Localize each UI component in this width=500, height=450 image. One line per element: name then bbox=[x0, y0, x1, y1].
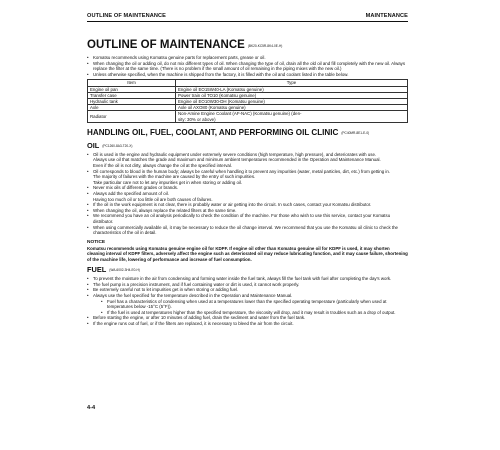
sub-list bbox=[93, 299, 408, 316]
list-item-text: Oil corresponds to blood in the human body; always be careful when handling it to prevent any impurities (water, metal particles, dirt, etc.) from getting in. bbox=[93, 168, 391, 174]
list-item-text: Always use the fuel specified for the temperature described in the Operation and Maintenance Manual. bbox=[93, 293, 293, 299]
section-title-handling: HANDLING OIL, FUEL, COOLANT, AND PERFORMING OIL CLINIC (PC40MR-8E1-E-0) bbox=[87, 127, 370, 137]
table-cell: Power train oil TO10 (Komatsu genuine) bbox=[176, 92, 408, 98]
list-item-text: If the oil in the work equipment is not clear, there is probably water or air getting into the circuit. In such cases, contact your Komatsu distributor. bbox=[93, 202, 372, 208]
list-item: • When changing the oil or adding oil, do not mix different types of oil. When changing the type of oil, drain all the old oil and fill completely with the new oil. Always replace the filter at the same time. (There is no problem if the small amount of oil remaining in the piping mixes with the new oil.) bbox=[87, 61, 408, 72]
list-item bbox=[87, 225, 408, 236]
sub-list-item: • Fuel has a characteristics of condensing when used at a temperatures lower than the specified operating temperature (particularly when used at temperatures below -15°C (5°F)). bbox=[93, 299, 408, 310]
section-code: (PC40MR-8E1-E-0) bbox=[341, 130, 370, 135]
table-header-item: Item bbox=[88, 80, 176, 86]
header-rule bbox=[87, 21, 408, 22]
list-item bbox=[87, 293, 408, 315]
section-code: (BK20-KC5R-8K4-0E-H) bbox=[247, 44, 283, 48]
oil-bullets bbox=[87, 152, 408, 236]
list-item-text: The fuel pump is a precision instrument, and if fuel containing water or dirt is used, it cannot work properly. bbox=[93, 281, 300, 287]
table-header-type: Type bbox=[176, 80, 408, 86]
list-item bbox=[87, 213, 408, 224]
list-item-text: Never mix oils of different grades or brands. bbox=[93, 185, 179, 191]
table-cell: Transfer case bbox=[88, 92, 176, 98]
table-cell: Axle bbox=[88, 105, 176, 111]
list-item: • Komatsu recommends using Komatsu genuine parts for replacement parts, grease or oil. bbox=[87, 55, 408, 61]
table-cell: Axle oil AXO80 (Komatsu genuine) bbox=[176, 105, 408, 111]
list-item-continuation: Take particular care not to let any impurities get in when storing or adding oil. bbox=[93, 179, 243, 185]
subsection-title-fuel: FUEL (WA-6002-3H4-E0-H) bbox=[87, 265, 140, 275]
section-code: (WA-6002-3H4-E0-H) bbox=[109, 268, 140, 273]
list-item-text: When changing the oil, always replace the related filters at the same time. bbox=[93, 207, 237, 213]
list-item-text: Be extremely careful not to let impurities get in when storing or adding fuel. bbox=[93, 287, 239, 293]
list-item-text: We recommend you have an oil analysis periodically to check the condition of the machine. For those who wish to use this service, contact your Komatsu distributor. bbox=[93, 213, 391, 224]
table-cell: Radiator bbox=[88, 111, 176, 122]
list-item-continuation: Always use oil that matches the grade and maximum and minimum ambient temperatures recommended in the Operation and Maintenance Manual. bbox=[93, 157, 381, 163]
table-cell: Engine oil EO15W40-LA (Komatsu genuine) bbox=[176, 86, 408, 92]
list-item-text: Oil is used in the engine and hydraulic equipment under extremely severe conditions (high temperature, high pressure), and deteriorates with use. bbox=[93, 151, 377, 157]
list-item-text: Before starting the engine, or after 10 minutes of adding fuel, drain the sediment and water from the fuel tank. bbox=[93, 315, 306, 321]
list-item bbox=[87, 152, 408, 169]
page-content bbox=[87, 39, 408, 327]
table-cell: Engine oil EO10W30-DH (Komatsu genuine) bbox=[176, 98, 408, 104]
list-item-continuation: Even if the oil is not dirty, always change the oil at the specified interval. bbox=[93, 162, 233, 168]
list-item bbox=[87, 321, 408, 327]
list-item bbox=[87, 169, 408, 186]
table-cell: Non-Amine Engine Coolant (AF-NAC) (Komatsu genuine) (den- sity: 30% or above) bbox=[176, 111, 408, 122]
list-item-continuation: The majority of failures with the machine are caused by the entry of such impurities. bbox=[93, 174, 256, 180]
section-title-outline: OUTLINE OF MAINTENANCE (BK20-KC5R-8K4-0E-H) bbox=[87, 39, 283, 51]
list-item-continuation: Having too much oil or too little oil are both causes of failures. bbox=[93, 196, 213, 202]
table-row bbox=[88, 111, 408, 122]
header-right: MAINTENANCE bbox=[365, 13, 408, 19]
outline-bullets bbox=[87, 55, 408, 77]
fuel-bullets bbox=[87, 276, 408, 326]
oil-coolant-table bbox=[87, 79, 408, 122]
list-item-text: Always add the specified amount of oil. bbox=[93, 190, 169, 196]
subsection-title-oil: OIL (PC1260-8A3-T20-X) bbox=[87, 140, 133, 150]
table-cell: Hydraulic tank bbox=[88, 98, 176, 104]
list-item-text: When using commercially available oil, it may be necessary to reduce the oil change interval. We recommend that you use the Komatsu oil clinic to check the characteristics of the oil in detail. bbox=[93, 224, 398, 236]
page-number: 4-4 bbox=[87, 405, 96, 411]
sub-list-item: • If the fuel is used at temperatures higher than the specified temperature, the viscosity will drop, and it may result in troubles such as a drop of output. bbox=[93, 310, 408, 316]
header-left: OUTLINE OF MAINTENANCE bbox=[87, 13, 166, 19]
list-item-text: To prevent the moisture in the air from condensing and forming water inside the fuel tank, always fill the fuel tank with fuel after completing the day's work. bbox=[93, 276, 392, 282]
list-item bbox=[87, 191, 408, 202]
notice-title: NOTICE bbox=[87, 239, 106, 245]
list-item: • Unless otherwise specified, when the machine is shipped from the factory, it is filled with the oil and coolant listed in the table below. bbox=[87, 72, 408, 78]
table-cell: Engine oil pan bbox=[88, 86, 176, 92]
running-header bbox=[87, 13, 408, 19]
list-item-text: If the engine runs out of fuel, or if the filters are replaced, it is necessary to bleed the air from the circuit. bbox=[93, 321, 294, 327]
section-code: (PC1260-8A3-T20-X) bbox=[102, 143, 133, 148]
notice-body: Komatsu recommends using Komatsu genuine engine oil for KDPF. If engine oil other than Komatsu genuine oil for KDPF is used, it may shorten cleaning interval of KDPF filters, adversely affect the engine such as deteriorated oil may reduce lubricating function, and it may cause failure, shortening of the machine life, lowering of performance and increase of fuel consumption. bbox=[87, 245, 408, 262]
